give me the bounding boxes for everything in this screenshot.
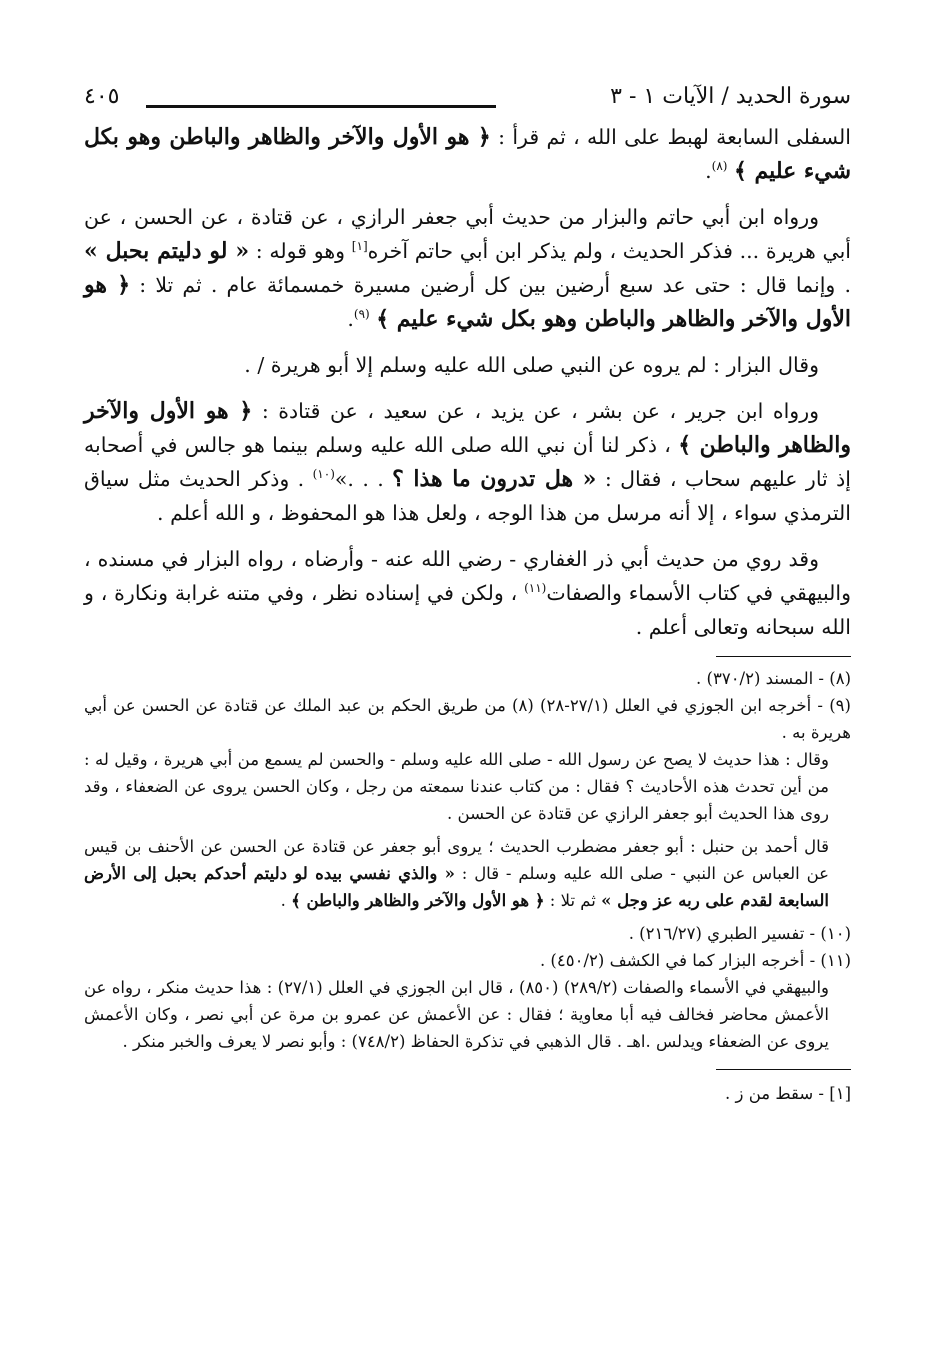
footnote-ref: (١٠) xyxy=(312,467,335,482)
quran-quote: ﴿ هو الأول والآخر والظاهر والباطن وهو بكل شيء عليم ﴾ xyxy=(84,272,851,332)
footnote-8: (٨) - المسند (٣٧٠/٢) . xyxy=(696,669,851,688)
footnote-10: (١٠) - تفسير الطبري (٢١٦/٢٧) . xyxy=(628,924,851,943)
editorial-separator xyxy=(716,1069,851,1070)
quran-quote: ﴿ هو الأول والآخر والظاهر والباطن ﴾ xyxy=(84,398,851,458)
paragraph-5: وقد روي من حديث أبي ذر الغفاري - رضي الله عنه - وأرضاه ، رواه البزار في مسنده ، والبيهقي في كتاب الأسماء والصفات$^{(١١)}$ ، ولكن في إسناده نظر ، وفي متنه غرابة ونكارة ، و الله سبحانه وتعالى أعلم . xyxy=(84,547,851,639)
hadith-quote: « والذي نفسي بيده لو دليتم أحدكم بحبل إلى الأرض السابعة لقدم على ربه عز وجل » xyxy=(84,864,829,910)
footnote-11: (١١) - أخرجه البزار كما في الكشف (٤٥٠/٢) . xyxy=(539,951,851,970)
footnote-ref: (٨) xyxy=(711,159,728,174)
running-title: سورة الحديد / الآيات ١ - ٣ xyxy=(610,84,851,109)
quran-quote: ﴿ هو الأول والآخر والظاهر والباطن وهو بكل شيء عليم ﴾ xyxy=(84,124,851,184)
footnotes xyxy=(84,665,851,1055)
document-page xyxy=(84,84,851,1107)
editorial-notes xyxy=(84,1080,851,1107)
page-header xyxy=(84,84,851,120)
paragraph-3: وقال البزار : لم يروه عن النبي صلى الله عليه وسلم إلا أبو هريرة / . xyxy=(244,353,819,377)
footnote-9-note: وقال : هذا حديث لا يصح عن رسول الله - صلى الله عليه وسلم - والحسن لم يسمع من أبي هريرة ، وقيل له : من أين تحدث هذه الأحاديث ؟ فقال : من كتاب عندنا سمعته من رجل ، وكان الحسن يروى عن الضعفاء ، وقد روى هذا الحديث أبو جعفر الرازي عن قتادة عن الحسن . xyxy=(84,750,829,823)
footnote-11-note: والبيهقي في الأسماء والصفات (٢٨٩/٢) (٨٥٠) ، قال ابن الجوزي في العلل (٢٧/١) : هذا حديث منكر ، رواه عن الأعمش محاضر فخالف فيه أبا معاوية ؛ فقال : عن الأعمش عن عمرو بن مرة عن أبي نصر ، وكان الأعمش يروى عن الضعفاء ويدلس .اهـ . قال الذهبي في تذكرة الحفاظ (٧٤٨/٢) : وأبو نصر لا يعرف والخبر منكر . xyxy=(84,978,829,1051)
main-text xyxy=(84,120,851,644)
header-rule xyxy=(146,105,496,108)
footnote-ref: (٩) xyxy=(353,307,370,322)
footnote-ref: [١] xyxy=(351,239,368,254)
page-number: ٤٠٥ xyxy=(84,84,120,109)
paragraph-1: السفلى السابعة لهبط على الله ، ثم قرأ : ﴿ هو الأول والآخر والظاهر والباطن وهو بكل شيء عليم ﴾ $^{(٨)}$. xyxy=(84,124,851,184)
paragraph-2: ورواه ابن أبي حاتم والبزار من حديث أبي جعفر الرازي ، عن قتادة ، عن الحسن ، عن أبي هريرة ... فذكر الحديث ، ولم يذكر ابن أبي حاتم آخره[١] وهو قوله : « لو دليتم بحبل » . وإنما قال : حتى عد سبع أرضين بين كل أرضين مسيرة خمسمائة عام . ثم تلا : ﴿ هو الأول والآخر والظاهر والباطن وهو بكل شيء عليم ﴾ $^{(٩)}$. xyxy=(84,205,851,332)
editorial-note-1: [١] - سقط من ز . xyxy=(725,1084,851,1103)
footnote-separator xyxy=(716,656,851,657)
hadith-quote: « لو دليتم بحبل » xyxy=(84,238,250,264)
footnote-9: (٩) - أخرجه ابن الجوزي في العلل (٢٧/١-٢٨) (٨) من طريق الحكم بن عبد الملك عن قتادة عن الحسن عن أبي هريرة به . xyxy=(84,696,851,742)
footnote-ref: (١١) xyxy=(524,581,547,596)
hadith-quote: « هل تدرون ما هذا ؟ xyxy=(392,466,597,492)
quran-quote: ﴿ هو الأول والآخر والظاهر والباطن ﴾ xyxy=(291,891,545,910)
paragraph-4: ورواه ابن جرير ، عن بشر ، عن يزيد ، عن سعيد ، عن قتادة : ﴿ هو الأول والآخر والظاهر والباطن ﴾ ، ذكر لنا أن نبي الله صلى الله عليه وسلم بينما هو جالس في أصحابه إذ ثار عليهم سحاب ، فقال : « هل تدرون ما هذا ؟ . . .»$^{(١٠)}$ . وذكر الحديث مثل سياق الترمذي سواء ، إلا أنه مرسل من هذا الوجه ، ولعل هذا هو المحفوظ ، و الله أعلم . xyxy=(84,398,851,525)
footnote-9-note-2: قال أحمد بن حنبل : أبو جعفر مضطرب الحديث ؛ يروى أبو جعفر عن قتادة عن الحسن عن الأحنف بن قيس عن العباس عن النبي - صلى الله عليه وسلم - قال : « والذي نفسي بيده لو دليتم أحدكم بحبل إلى الأرض السابعة لقدم على ربه عز وجل » ثم تلا : ﴿ هو الأول والآخر والظاهر والباطن ﴾ . xyxy=(84,837,829,910)
